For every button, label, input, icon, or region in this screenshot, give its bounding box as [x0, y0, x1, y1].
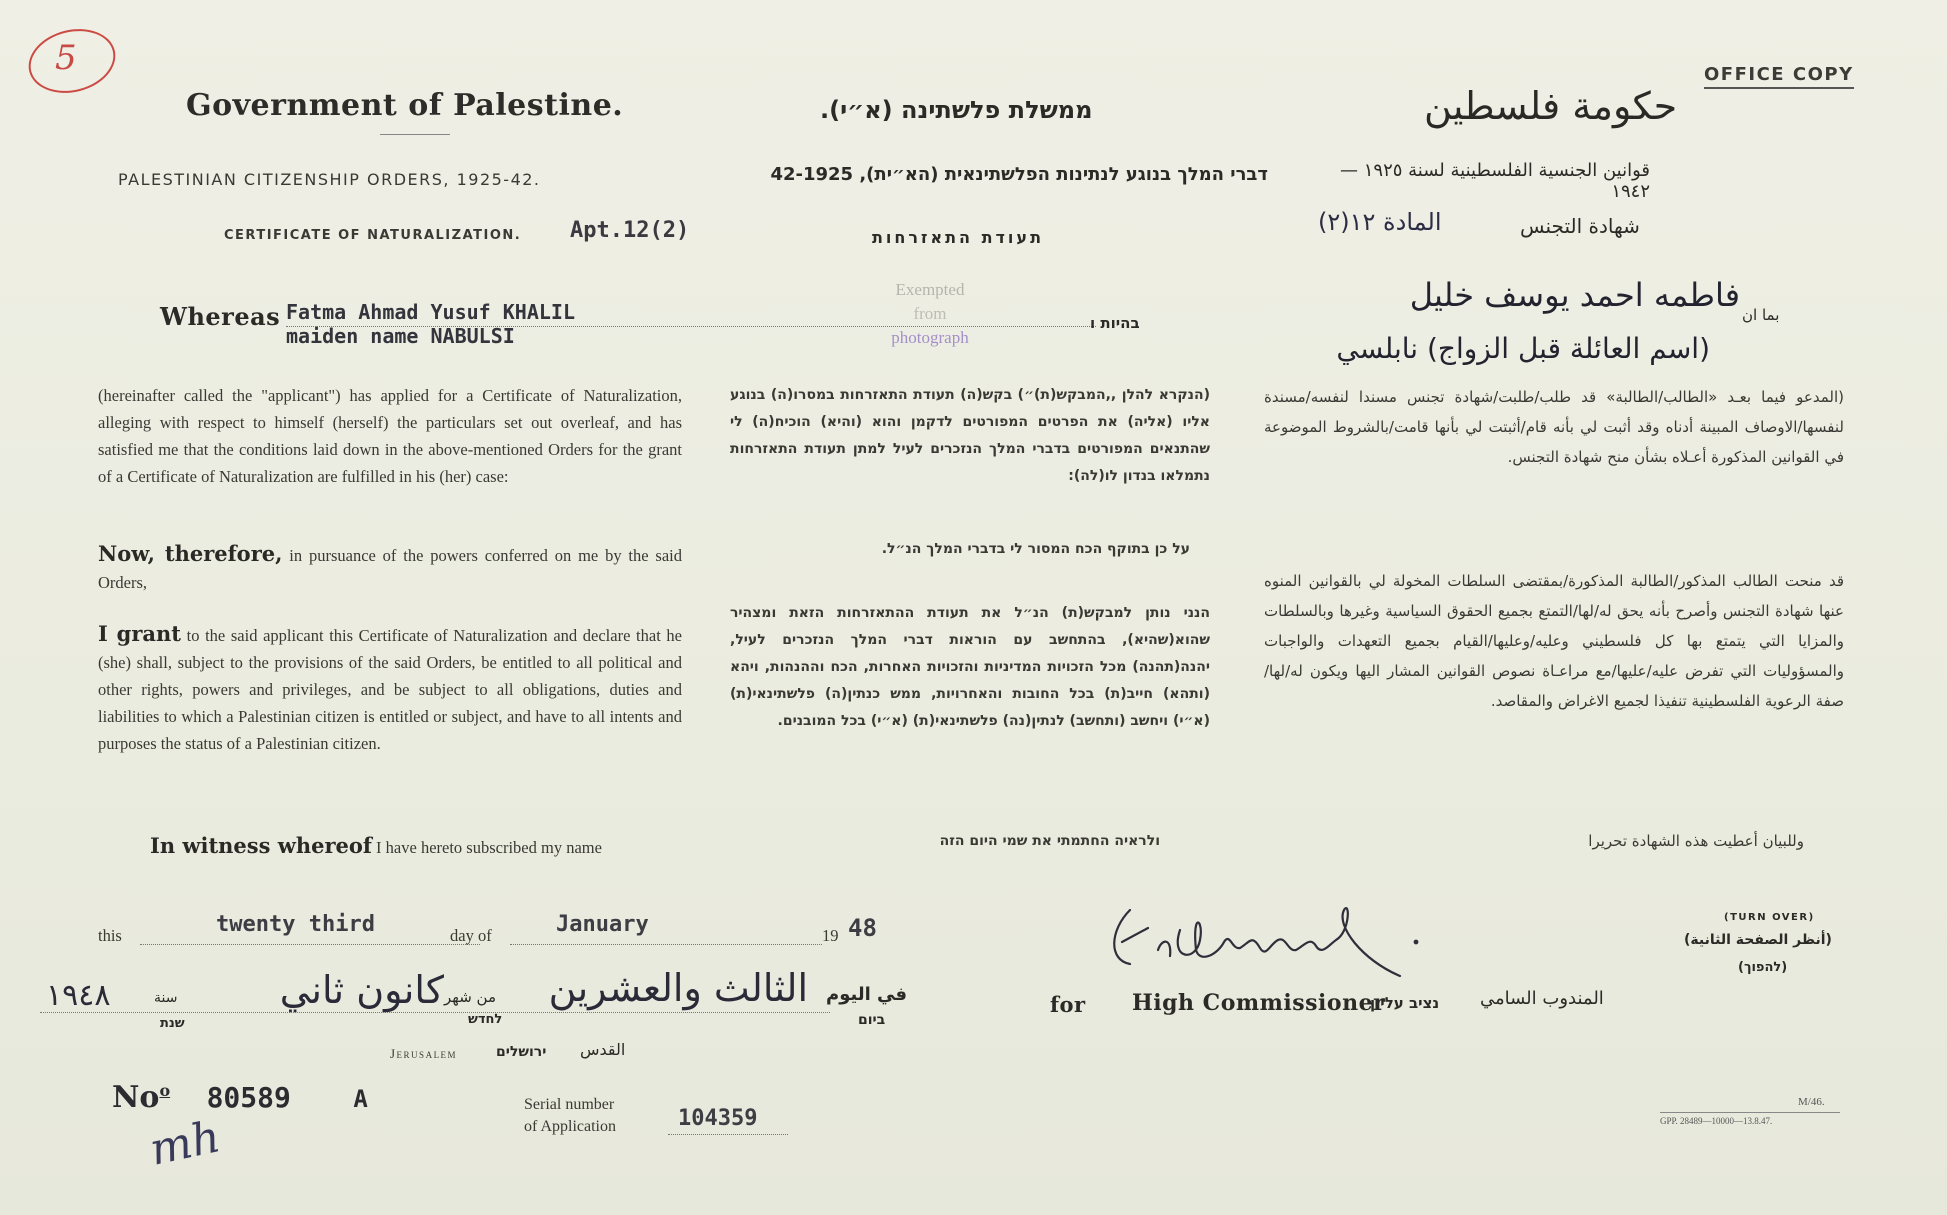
signature-handwritten [1100, 880, 1440, 990]
place-english: Jerusalem [390, 1046, 458, 1061]
i-grant-lead: I grant [98, 621, 181, 646]
photo-note-line3: photograph [891, 328, 969, 347]
signature-title-arabic: المندوب السامي [1480, 988, 1604, 1009]
serial-label-line2: of Application [524, 1118, 616, 1135]
signature-title-english: High Commissioner [1132, 990, 1386, 1016]
number-label: No [112, 1080, 160, 1115]
now-therefore-lead: Now, therefore, [98, 541, 283, 566]
witness-text: I have hereto subscribed my name [376, 838, 602, 857]
serial-blank [668, 1134, 788, 1135]
date-month-value-arabic: كانون ثاني [279, 968, 444, 1012]
date-month-value: January [556, 912, 649, 937]
applicant-name-line1: Fatma Ahmad Yusuf KHALIL [286, 300, 575, 324]
i-grant-text: to the said applicant this Certificate of Naturalization and declare that he (she) shall, subject to the provisions of the said Orders, be entitled to all political and other rights, powers and privileges, and be subject to all obligations, duties and liabilities to which a Palestinian citizen is entitled or subject, and have to all intents and purposes the status of a Palestinian citizen. [98, 626, 682, 753]
date-day-value: twenty third [216, 912, 375, 937]
date-arabic-blank [40, 1012, 830, 1013]
arabic-paragraph-grant: قد منحت الطالب المذكور/الطالبة المذكورة/بمقتضى السلطات المخولة لي بالقوانين المنوه عنها شهادة التجنس وأصرح بأنه يحق له/لها/التمتع بجميع الحقوق السياسية وغيرها وبالسلطات والمزايا التي يتمتع بها كل فلسطيني وعليه/وعليها/القيام بجميع التعهدات والواجبات والمسؤوليات التي تفرض عليه/عليها/مع مراعـاة نصوص القوانين المشار اليها ويكون له/لها/صفة الرعوية الفلسطينية تنفيذا لجميع الاغراض والمقاصد. [1264, 572, 1844, 710]
now-therefore-text: in pursuance of the powers conferred on me by the said Orders, [98, 546, 682, 592]
witness-lead: In witness whereof [150, 833, 372, 858]
date-month-blank [510, 944, 822, 945]
certificate-english: CERTIFICATE OF NATURALIZATION. [224, 228, 522, 243]
date-day-of-label: day of [450, 926, 492, 945]
place-hebrew: ירושלים [496, 1044, 547, 1060]
photo-note-line2: from [913, 304, 947, 323]
orders-hebrew: דברי המלך בנוגע לנתינות הפלשתינאית (הא״ית), 42-1925 [770, 164, 1268, 185]
office-copy-label: OFFICE COPY [1704, 64, 1854, 89]
form-number: M/46. [1798, 1096, 1825, 1108]
initials-handwritten: mh [145, 1111, 225, 1176]
applicant-name-arabic: فاطمه احمد يوسف خليل [1409, 276, 1740, 314]
whereas-lead: Whereas [160, 302, 281, 331]
number-degree-icon: o [159, 1081, 171, 1100]
date-year-label-arabic: سنة [154, 990, 178, 1006]
date-day-label-hebrew: ביום [858, 1012, 886, 1028]
printer-rule [1660, 1112, 1840, 1113]
hebrew-paragraph-applicant: (הנקרא להלן ,,המבקש(ת)״) בקש(ה) תעודת התאזרחות במסרו(ה) בנוגע אליו (אליה) את הפרטים המפורטים לדקמן והוא (והיא) הוכיח(ה) לי שהתנאים המפורטים בדברי המלך הנזכרים לעיל למתן תעודת התאזרחות נתמלאו בנדון לו(לה): [730, 387, 1210, 484]
english-paragraph-now [98, 540, 682, 596]
signature-text [1150, 940, 1156, 941]
title-english: Government of Palestine. [186, 88, 624, 123]
applicant-maiden-name-arabic: (اسم العائلة قبل الزواج) نابلسي [1336, 332, 1710, 365]
certificate-number-suffix: A [353, 1085, 368, 1113]
hebrew-paragraph-now: על כן בתוקף הכח המסור לי בדברי המלך הנ״ל. [881, 541, 1190, 557]
serial-label-line1: Serial number [524, 1096, 615, 1113]
orders-arabic: قوانين الجنسية الفلسطينية لسنة ١٩٢٥ — ١٩٤٢ [1340, 160, 1650, 202]
certificate-article-arabic: المادة ١٢(٢) [1318, 208, 1442, 236]
english-paragraph-applicant: (hereinafter called the "applicant") has applied for a Certificate of Naturalization, alleging with respect to himself (herself) the particulars set out overleaf, and has satisfied me that the conditions laid down in the above-mentioned Orders for the grant of a Certificate of Naturalization are fulfilled in his (her) case: [98, 386, 682, 486]
date-day-blank [140, 944, 480, 945]
date-month-label-arabic: من شهر [444, 988, 496, 1006]
whereas-arabic-lead: بما ان [1742, 306, 1780, 324]
certificate-number: 80589 [206, 1081, 291, 1114]
date-month-label-hebrew: לחדש [468, 1012, 503, 1027]
whereas-blank-line [286, 326, 1096, 327]
orders-english: PALESTINIAN CITIZENSHIP ORDERS, 1925-42. [118, 170, 541, 189]
signature-for: for [1050, 992, 1086, 1017]
turn-over-arabic: (أنظر الصفحة الثانية) [1684, 932, 1832, 948]
date-day-label-arabic: في اليوم [826, 984, 908, 1005]
arabic-witness: وللبيان أعطيت هذه الشهادة تحريرا [1588, 832, 1804, 850]
title-arabic: حكومة فلسطين [1424, 84, 1678, 128]
turn-over-english: (TURN OVER) [1724, 912, 1815, 923]
date-day-value-arabic: الثالث والعشرين [548, 966, 808, 1010]
signature-title-hebrew: נציב עליון [1370, 994, 1440, 1012]
certificate-arabic: شهادة التجنس [1520, 214, 1640, 238]
certificate-article: Apt.12(2) [570, 218, 690, 243]
whereas-hebrew-lead: בהיות ו [1090, 314, 1140, 332]
english-witness [150, 832, 690, 861]
photo-note-line1: Exempted [895, 280, 965, 299]
date-year-label-hebrew: שנת [160, 1016, 185, 1031]
arabic-paragraph-applicant: (المدعو فيما بعـد «الطالب/الطالبة» قد طلب/طلبت/شهادة تجنس مسندا لنفسه/مسندة لنفسها/الاوصاف المبينة أدناه وقد أثبت لي بأنه قام/أثبتت لي بأنها قامت/بالشروط الموضوعة في القوانين المذكورة أعـلاه بشأن منح شهادة التجنس. [1264, 388, 1844, 466]
place-arabic: القدس [580, 1040, 626, 1059]
hebrew-paragraph-grant: הנני נותן למבקש(ת) הנ״ל את תעודת ההתאזרחות הזאת ומצהיר שהוא(שהיא), בהתחשב עם הוראות דברי המלך הנזכרים לעיל, יהנה(תהנה) מכל הזכויות המדיניות והזכויות האחרות, הכח וההנהות, ויהא (ותהא) חייב(ת) בכל החובות והאחרויות, ממש כנתין(ה) פלשתינאי(ת) (א״י) ויחשב (ותחשב) לנתין(נה) פלשתינאי(ת) (א״י) בכל המובנים. [730, 605, 1210, 729]
turn-over-hebrew: (להפוך) [1738, 960, 1788, 975]
date-this-label: this [98, 926, 122, 945]
certificate-hebrew: תעודת התאזרחות [872, 228, 1045, 247]
photo-exempt-stamp [870, 278, 990, 350]
hebrew-witness: ולראיה החתמתי את שמי היום הזה [939, 833, 1160, 849]
title-english-rule [380, 134, 450, 135]
printer-imprint: GPP. 28489—10000—13.8.47. [1660, 1116, 1773, 1126]
date-year-value: 48 [848, 914, 877, 942]
applicant-name-line2: maiden name NABULSI [286, 324, 515, 348]
certificate-number-row [112, 1080, 368, 1115]
english-paragraph-grant [98, 620, 682, 757]
title-hebrew: ממשלת פלשתינה (א״י). [820, 96, 1093, 124]
page-number: 5 [55, 38, 77, 78]
serial-number: 104359 [678, 1106, 758, 1131]
date-year-prefix: 19 [822, 926, 839, 945]
date-year-value-arabic: ١٩٤٨ [46, 978, 111, 1013]
